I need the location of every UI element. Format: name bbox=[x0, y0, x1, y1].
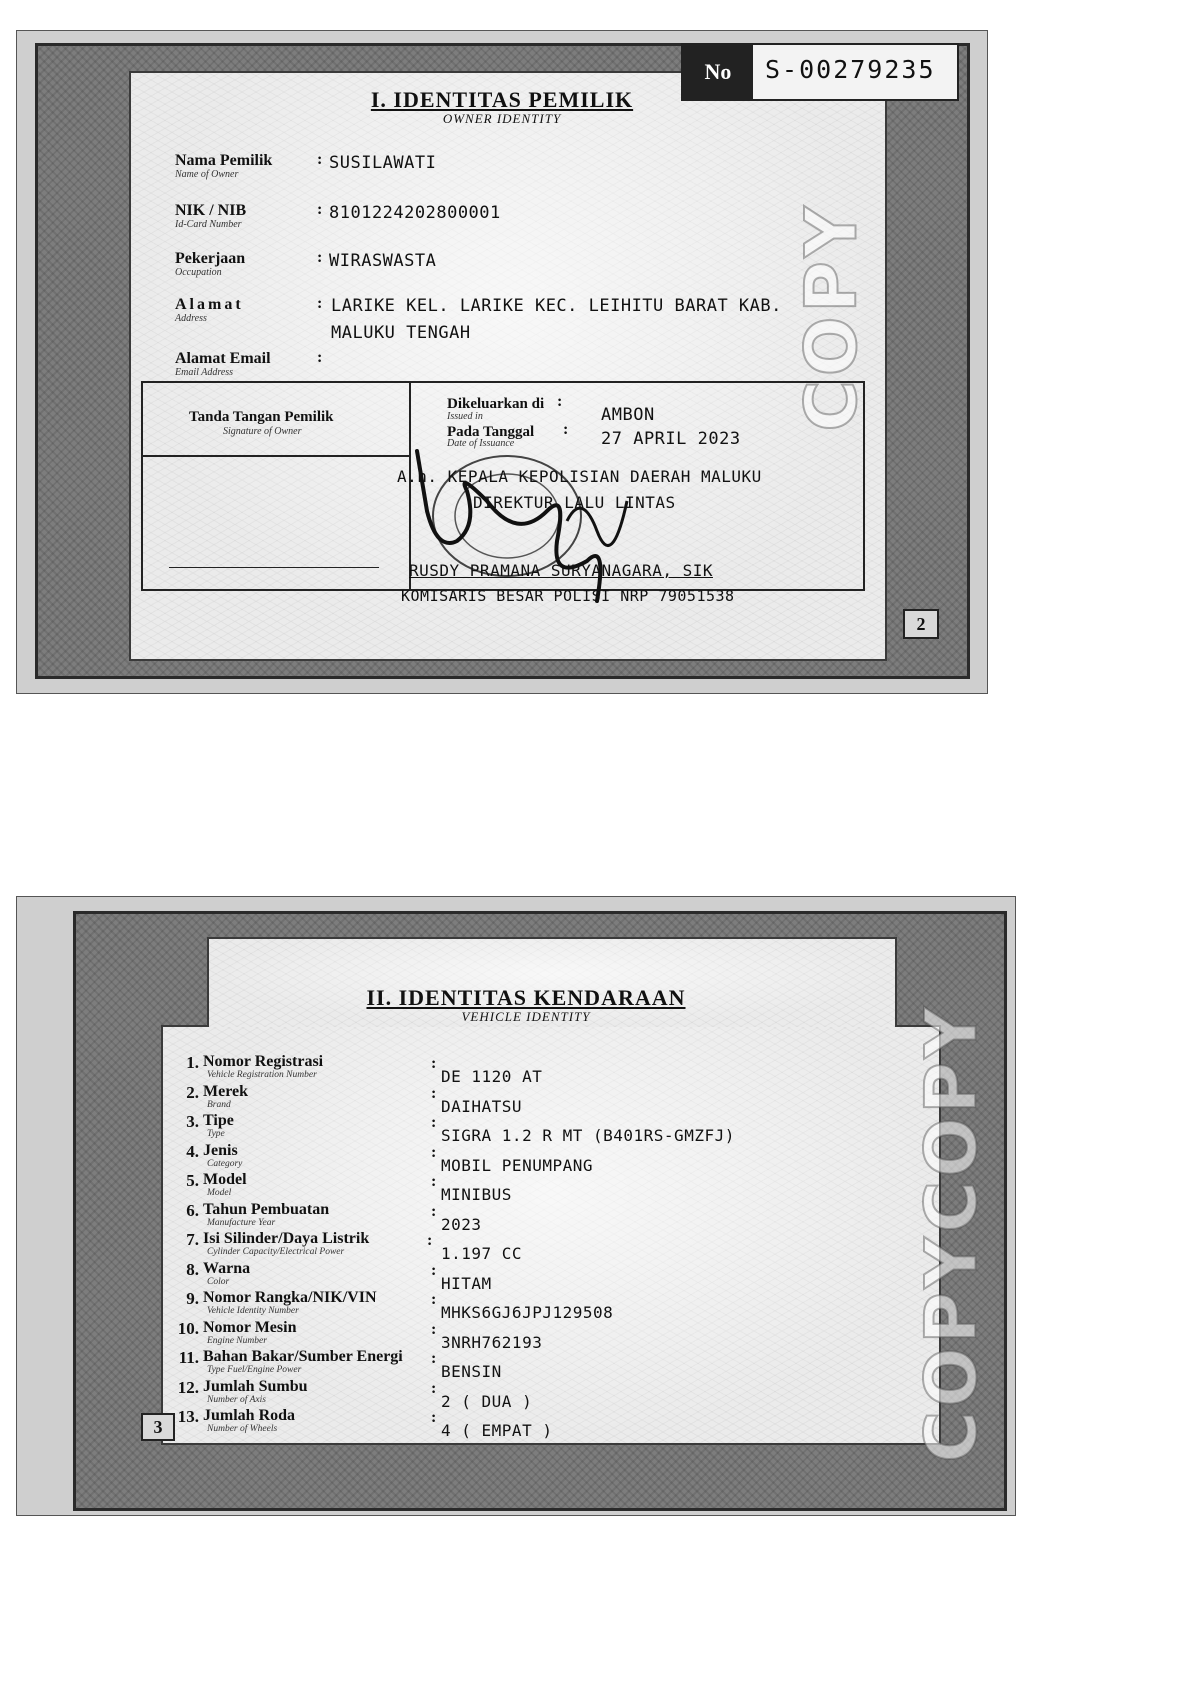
field-label-occupation: Pekerjaan bbox=[175, 250, 246, 267]
signature-label: Tanda Tangan Pemilik bbox=[189, 409, 334, 425]
vehicle-field-value: BENSIN bbox=[441, 1362, 502, 1381]
field-sublabel-email: Email Address bbox=[175, 367, 234, 378]
vehicle-field-sublabel: Model bbox=[207, 1188, 232, 1198]
field-label-email: Alamat Email bbox=[175, 350, 271, 367]
vehicle-field-sublabel: Number of Wheels bbox=[207, 1424, 278, 1434]
vehicle-field-label: Model bbox=[203, 1171, 247, 1188]
vehicle-field-sublabel: Type bbox=[207, 1129, 225, 1139]
vehicle-field-number: 3. bbox=[186, 1112, 199, 1131]
vehicle-field-sublabel: Engine Number bbox=[207, 1335, 267, 1346]
field-sublabel-nik: Id-Card Number bbox=[175, 219, 242, 230]
vehicle-identity-page bbox=[16, 896, 1016, 1516]
vehicle-field-number: 4. bbox=[186, 1141, 199, 1161]
field-colon: : bbox=[431, 1084, 437, 1102]
field-colon: : bbox=[317, 249, 323, 266]
authority-line-1: A.n. KEPALA KEPOLISIAN DAERAH MALUKU bbox=[397, 467, 762, 486]
field-colon: : bbox=[557, 393, 563, 410]
vehicle-field-value: DE 1120 AT bbox=[441, 1067, 543, 1086]
vehicle-field-label: Merek bbox=[203, 1082, 249, 1100]
field-label-nik: NIK / NIB bbox=[175, 202, 247, 219]
field-colon: : bbox=[431, 1379, 437, 1397]
vehicle-field-sublabel: Brand bbox=[207, 1099, 231, 1110]
field-colon: : bbox=[431, 1320, 437, 1338]
vehicle-field-label: Isi Silinder/Daya Listrik bbox=[203, 1230, 370, 1247]
field-value-nik: 8101224202800001 bbox=[329, 203, 501, 223]
vehicle-field-sublabel: Category bbox=[207, 1158, 243, 1169]
vehicle-field-number: 9. bbox=[186, 1289, 199, 1308]
vehicle-section-title: II. IDENTITAS KENDARAAN bbox=[366, 985, 686, 1010]
vehicle-field-label: Jenis bbox=[203, 1141, 238, 1159]
vehicle-field-number: 6. bbox=[186, 1200, 199, 1220]
field-colon: : bbox=[431, 1409, 437, 1426]
field-value-address-line1: LARIKE KEL. LARIKE KEC. LEIHITU BARAT KAB. bbox=[331, 296, 782, 316]
field-colon: : bbox=[563, 421, 569, 438]
owner-identity-page bbox=[16, 30, 988, 694]
field-sublabel-occupation: Occupation bbox=[175, 267, 222, 278]
official-signature bbox=[397, 431, 657, 611]
vehicle-field-sublabel: Cylinder Capacity/Electrical Power bbox=[207, 1247, 345, 1257]
vehicle-field-sublabel: Number of Axis bbox=[207, 1394, 266, 1405]
vehicle-field-number: 1. bbox=[186, 1053, 199, 1072]
vehicle-field-value: 3NRH762193 bbox=[441, 1332, 543, 1352]
official-rank: KOMISARIS BESAR POLISI NRP 79051538 bbox=[401, 587, 735, 605]
vehicle-field-value: 2023 bbox=[441, 1214, 482, 1234]
field-sublabel-address: Address bbox=[175, 313, 207, 324]
field-colon: : bbox=[431, 1143, 437, 1161]
field-value-address-line2: MALUKU TENGAH bbox=[331, 323, 471, 343]
vehicle-field-number: 2. bbox=[186, 1082, 199, 1102]
field-colon: : bbox=[427, 1232, 433, 1249]
vehicle-field-value: MOBIL PENUMPANG bbox=[441, 1155, 593, 1175]
vehicle-field-number: 5. bbox=[186, 1171, 199, 1190]
vehicle-field-value: MINIBUS bbox=[441, 1185, 512, 1204]
vehicle-field-sublabel: Vehicle Registration Number bbox=[207, 1070, 317, 1080]
vehicle-field-label: Tahun Pembuatan bbox=[203, 1200, 330, 1218]
vehicle-copy-watermark-2: COPY bbox=[910, 1233, 993, 1463]
field-colon: : bbox=[431, 1202, 437, 1220]
vehicle-copy-watermark-1: COPY bbox=[910, 1003, 993, 1233]
authority-line-2: DIREKTUR LALU LINTAS bbox=[473, 493, 676, 512]
field-label-address: Alamat bbox=[175, 296, 244, 313]
field-colon: : bbox=[431, 1114, 437, 1131]
owner-copy-watermark: COPY bbox=[790, 202, 873, 432]
field-colon: : bbox=[431, 1291, 437, 1308]
signature-box-rule bbox=[141, 455, 409, 457]
vehicle-field-label: Jumlah Roda bbox=[203, 1407, 296, 1424]
issue-date-value: 27 APRIL 2023 bbox=[601, 429, 741, 449]
vehicle-field-number: 13. bbox=[177, 1407, 199, 1426]
official-name: RUSDY PRAMANA SURYANAGARA, SIK bbox=[409, 561, 713, 580]
field-label-owner-name: Nama Pemilik bbox=[175, 152, 273, 169]
issued-in-value: AMBON bbox=[601, 405, 655, 425]
field-value-occupation: WIRASWASTA bbox=[329, 251, 437, 271]
vehicle-field-number: 7. bbox=[186, 1230, 199, 1249]
vehicle-field-number: 12. bbox=[177, 1377, 199, 1397]
field-colon: : bbox=[317, 295, 323, 312]
vehicle-field-value: DAIHATSU bbox=[441, 1096, 523, 1116]
field-sublabel-owner-name: Name of Owner bbox=[175, 169, 239, 180]
page-number-2: 2 bbox=[903, 609, 939, 639]
vehicle-field-label: Bahan Bakar/Sumber Energi bbox=[203, 1348, 403, 1365]
vehicle-field-label: Nomor Registrasi bbox=[203, 1053, 324, 1070]
field-colon: : bbox=[431, 1173, 437, 1190]
document-number: S-00279235 bbox=[765, 55, 936, 84]
vehicle-field-label: Nomor Rangka/NIK/VIN bbox=[203, 1289, 377, 1306]
page-number-3: 3 bbox=[141, 1413, 175, 1441]
vehicle-field-sublabel: Vehicle Identity Number bbox=[207, 1306, 299, 1316]
field-colon: : bbox=[317, 151, 323, 168]
owner-section-title: I. IDENTITAS PEMILIK bbox=[370, 87, 634, 112]
owner-section-subtitle: OWNER IDENTITY bbox=[442, 111, 562, 126]
vehicle-field-sublabel: Color bbox=[207, 1276, 230, 1287]
vehicle-field-value: HITAM bbox=[441, 1273, 492, 1293]
vehicle-field-label: Warna bbox=[203, 1259, 251, 1277]
vehicle-field-value: SIGRA 1.2 R MT (B401RS-GMZFJ) bbox=[441, 1126, 735, 1145]
owner-signature-line bbox=[169, 567, 379, 568]
issued-in-label: Dikeluarkan di bbox=[447, 396, 545, 412]
issue-date-sublabel: Date of Issuance bbox=[447, 438, 515, 449]
field-colon: : bbox=[317, 201, 323, 218]
field-colon: : bbox=[317, 349, 323, 366]
vehicle-field-value: MHKS6GJ6JPJ129508 bbox=[441, 1303, 614, 1322]
vehicle-field-value: 1.197 CC bbox=[441, 1244, 523, 1263]
field-value-owner-name: SUSILAWATI bbox=[329, 153, 437, 173]
field-colon: : bbox=[431, 1055, 437, 1072]
field-colon: : bbox=[431, 1350, 437, 1367]
vehicle-field-sublabel: Type Fuel/Engine Power bbox=[207, 1365, 302, 1375]
vehicle-field-label: Tipe bbox=[203, 1112, 234, 1129]
vehicle-field-number: 8. bbox=[186, 1259, 199, 1279]
vehicle-field-number: 11. bbox=[178, 1348, 199, 1367]
vehicle-field-label: Nomor Mesin bbox=[203, 1318, 297, 1336]
issue-date-label: Pada Tanggal bbox=[447, 424, 535, 440]
issued-in-sublabel: Issued in bbox=[447, 411, 483, 422]
signature-sublabel: Signature of Owner bbox=[223, 426, 302, 437]
vehicle-field-value: 4 ( EMPAT ) bbox=[441, 1421, 553, 1440]
document-number-label: No bbox=[683, 45, 753, 99]
vehicle-field-value: 2 ( DUA ) bbox=[441, 1391, 533, 1411]
vehicle-section-subtitle: VEHICLE IDENTITY bbox=[461, 1009, 591, 1024]
vehicle-field-sublabel: Manufacture Year bbox=[207, 1217, 276, 1228]
field-colon: : bbox=[431, 1261, 437, 1279]
vehicle-field-label: Jumlah Sumbu bbox=[203, 1377, 308, 1395]
vehicle-field-number: 10. bbox=[177, 1318, 199, 1338]
